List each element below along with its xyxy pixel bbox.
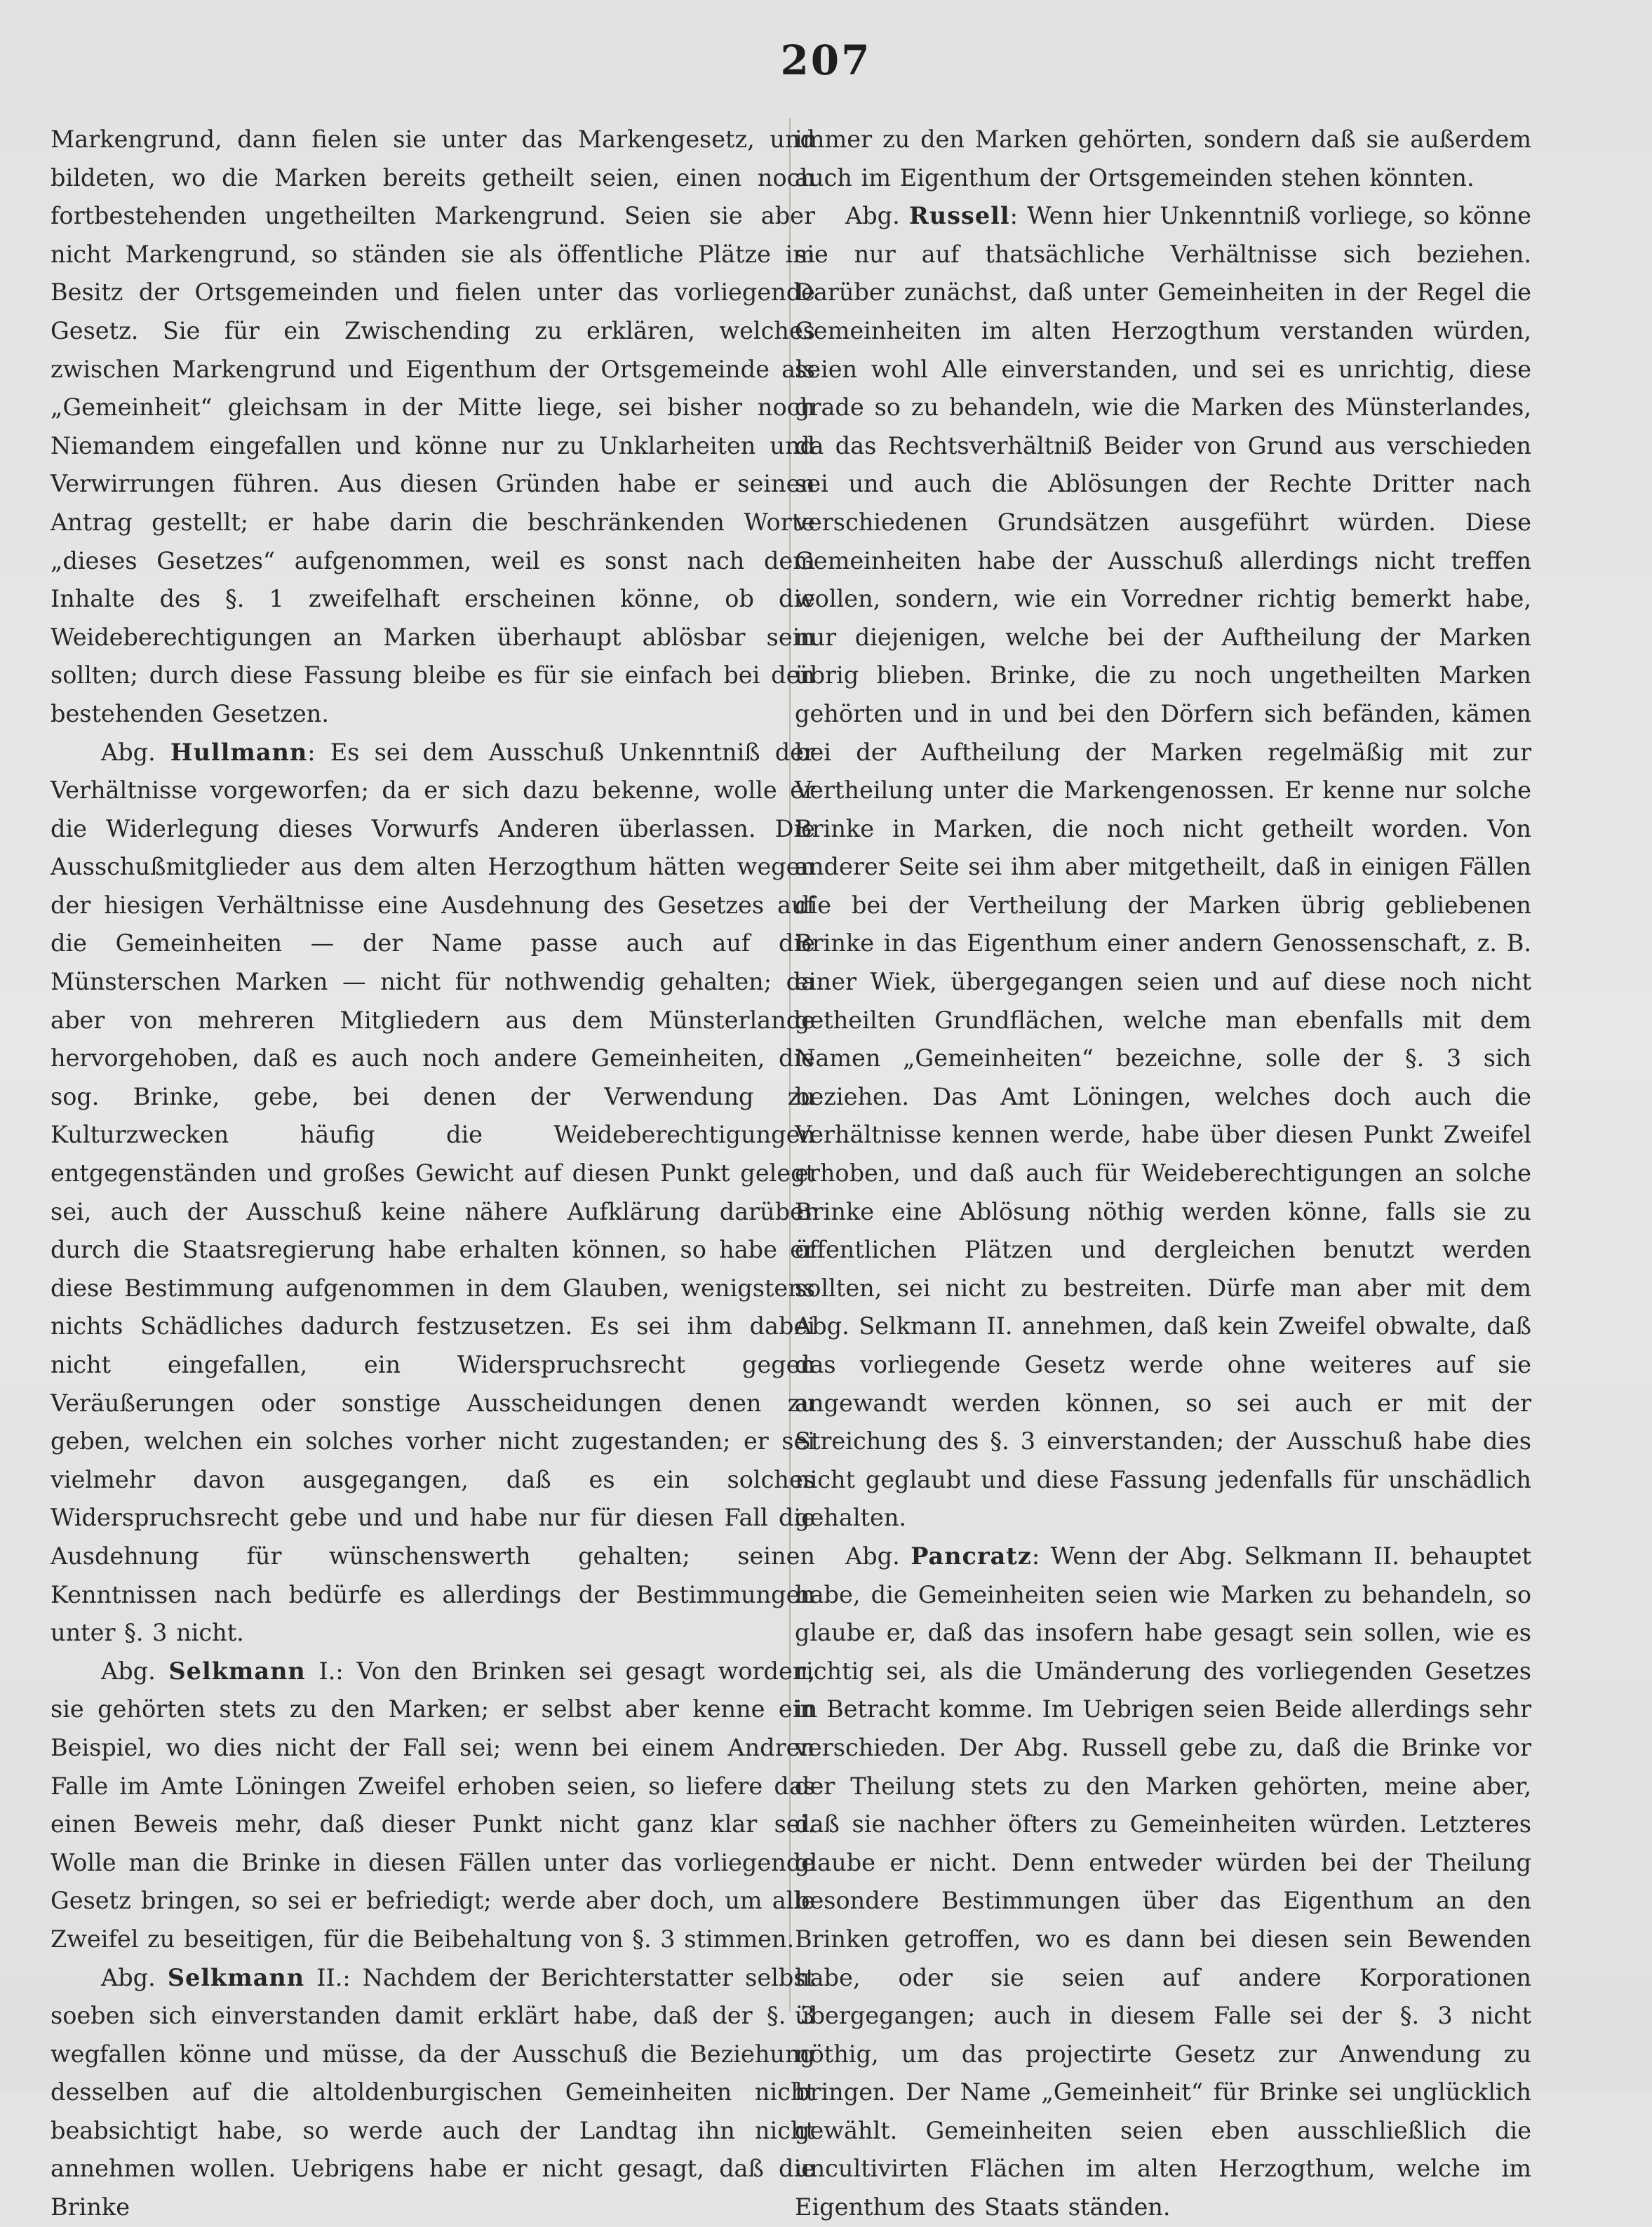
speech-prefix: Abg. xyxy=(845,1542,911,1570)
speech-paragraph xyxy=(51,1959,815,2227)
paragraph xyxy=(795,121,1531,197)
paragraph-text: Wenn hier Unkenntniß vorliege, so könne sie nur auf thatsächliche Verhältnisse sich beziehen. Darüber zunächst, daß unter Gemeinheiten in der Regel die Gemeinheiten im alten Herzogthum verstanden würden, seien wohl Alle einverstanden, und sei es unrichtig, diese grade so zu behandeln, wie die Marken des Münsterlandes, da das Rechtsverhältniß Beider von Grund aus verschieden sei und auch die Ablösungen der Rechte Dritter nach verschiedenen Grundsätzen ausgeführt würden. Diese Gemeinheiten habe der Ausschuß allerdings nicht treffen wollen, sondern, wie ein Vorredner richtig bemerkt habe, nur diejenigen, welche bei der Auftheilung der Marken übrig blieben. Brinke, die zu noch ungetheilten Marken gehörten und in und bei den Dörfern sich befänden, kämen bei der Auftheilung der Marken regelmäßig mit zur Vertheilung unter die Markengenossen. Er kenne nur solche Brinke in Marken, die noch nicht getheilt worden. Von anderer Seite sei ihm aber mitgetheilt, daß in einigen Fällen die bei der Vertheilung der Marken übrig gebliebenen Brinke in das Eigenthum einer andern Genossenschaft, z. B. einer Wiek, übergegangen seien und auf diese noch nicht getheilten Grundflächen, welche man ebenfalls mit dem Namen „Gemeinheiten“ bezeichne, solle der §. 3 sich beziehen. Das Amt Löningen, welches doch auch die Verhältnisse kennen werde, habe über diesen Punkt Zweifel erhoben, und daß auch für Weideberechtigungen an solche Brinke eine Ablösung nöthig werden könne, falls sie zu öffentlichen Plätzen und dergleichen benutzt werden sollten, sei nicht zu bestreiten. Dürfe man aber mit dem Abg. Selkmann II. annehmen, daß kein Zweifel obwalte, daß das vorliegende Gesetz werde ohne weiteres auf sie angewandt werden können, so sei auch er mit der Streichung des §. 3 einverstanden; der Ausschuß habe dies nicht geglaubt und diese Fassung jedenfalls für unschädlich gehalten. xyxy=(795,202,1531,1532)
speaker-name: Hullmann xyxy=(170,738,308,766)
speech-paragraph xyxy=(795,197,1531,1538)
paragraph-text: immer zu den Marken gehörten, sondern daß sie außerdem auch im Eigenthum der Ortsgemeinden stehen könnten. xyxy=(795,126,1531,191)
speaker-suffix: : xyxy=(307,738,330,766)
speech-prefix: Abg. xyxy=(101,1963,168,1991)
paragraph-text: Markengrund, dann fielen sie unter das Markengesetz, und bildeten, wo die Marken bereits getheilt seien, einen noch fortbestehenden ungetheilten Markengrund. Seien sie aber nicht Markengrund, so ständen sie als öffentliche Plätze im Besitz der Ortsgemeinden und fielen unter das vorliegende Gesetz. Sie für ein Zwischending zu erklären, welches zwischen Markengrund und Eigenthum der Ortsgemeinde als „Gemeinheit“ gleichsam in der Mitte liege, sei bisher noch Niemandem eingefallen und könne nur zu Unklarheiten und Verwirrungen führen. Aus diesen Gründen habe er seinen Antrag gestellt; er habe darin die beschränkenden Worte „dieses Gesetzes“ aufgenommen, weil es sonst nach dem Inhalte des §. 1 zweifelhaft erscheinen könne, ob die Weideberechtigungen an Marken überhaupt ablösbar sein sollten; durch diese Fassung bleibe es für sie einfach bei den bestehenden Gesetzen. xyxy=(51,126,815,727)
speech-prefix: Abg. xyxy=(845,202,909,230)
right-column xyxy=(795,121,1531,2227)
speaker-name: Russell xyxy=(908,202,1010,230)
paragraph-text: Nachdem der Berichterstatter selbst soeben sich einverstanden damit erklärt habe, daß der §. 3 wegfallen könne und müsse, da der Ausschuß die Beziehung desselben auf die altoldenburgischen Gemeinheiten nicht beabsichtigt habe, so werde auch der Landtag ihn nicht annehmen wollen. Uebrigens habe er nicht gesagt, daß die Brinke xyxy=(51,1963,815,2221)
speech-prefix: Abg. xyxy=(101,1657,169,1685)
speech-paragraph xyxy=(51,734,815,1653)
paragraph xyxy=(51,121,815,734)
paragraph-text: Es sei dem Ausschuß Unkenntniß der Verhältnisse vorgeworfen; da er sich dazu bekenne, wolle er die Widerlegung dieses Vorwurfs Anderen überlassen. Die Ausschußmitglieder aus dem alten Herzogthum hätten wegen der hiesigen Verhältnisse eine Ausdehnung des Gesetzes auf die Gemeinheiten — der Name passe auch auf die Münsterschen Marken — nicht für nothwendig gehalten; da aber von mehreren Mitgliedern aus dem Münsterlande hervorgehoben, daß es auch noch andere Gemeinheiten, die sog. Brinke, gebe, bei denen der Verwendung zu Kulturzwecken häufig die Weideberechtigungen entgegenständen und großes Gewicht auf diesen Punkt gelegt sei, auch der Ausschuß keine nähere Aufklärung darüber durch die Staatsregierung habe erhalten können, so habe er diese Bestimmung aufgenommen in dem Glauben, wenigstens nichts Schädliches dadurch festzusetzen. Es sei ihm dabei nicht eingefallen, ein Widerspruchsrecht gegen Veräußerungen oder sonstige Ausscheidungen denen zu geben, welchen ein solches vorher nicht zugestanden; er sei vielmehr davon ausgegangen, daß es ein solches Widerspruchsrecht gebe und und habe nur für diesen Fall die Ausdehnung für wünschenswerth gehalten; seinen Kenntnissen nach bedürfe es allerdings der Bestimmungen unter §. 3 nicht. xyxy=(51,738,816,1647)
speaker-suffix: I.: xyxy=(305,1657,357,1685)
left-column xyxy=(51,121,815,2227)
speaker-suffix: II.: xyxy=(304,1963,363,1991)
speaker-suffix: : xyxy=(1031,1542,1051,1570)
speaker-name: Pancratz xyxy=(911,1542,1032,1570)
paragraph-text: Wenn der Abg. Selkmann II. behauptet habe, die Gemeinheiten seien wie Marken zu behandeln, so glaube er, daß das insofern habe gesagt sein sollen, wie es richtig sei, als die Umänderung des vorliegenden Gesetzes in Betracht komme. Im Uebrigen seien Beide allerdings sehr verschieden. Der Abg. Russell gebe zu, daß die Brinke vor der Theilung stets zu den Marken gehörten, meine aber, daß sie nachher öfters zu Gemeinheiten würden. Letzteres glaube er nicht. Denn entweder würden bei der Theilung besondere Bestimmungen über das Eigenthum an den Brinken getroffen, wo es dann bei diesen sein Bewenden habe, oder sie seien auf andere Korporationen übergegangen; auch in diesem Falle sei der §. 3 nicht nöthig, um das projectirte Gesetz zur Anwendung zu bringen. Der Name „Gemeinheit“ für Brinke sei unglücklich gewählt. Gemeinheiten seien eben ausschließlich die uncultivirten Flächen im alten Herzogthum, welche im Eigenthum des Staats ständen. xyxy=(795,1542,1531,2221)
speech-paragraph xyxy=(51,1653,815,1959)
speech-prefix: Abg. xyxy=(101,738,170,766)
speaker-name: Selkmann xyxy=(168,1657,306,1685)
speech-paragraph xyxy=(795,1538,1531,2227)
paragraph-text: Von den Brinken sei gesagt worden, sie gehörten stets zu den Marken; er selbst aber kenne ein Beispiel, wo dies nicht der Fall sei; wenn bei einem Andren Falle im Amte Löningen Zweifel erhoben seien, so liefere das einen Beweis mehr, daß dieser Punkt nicht ganz klar sei. Wolle man die Brinke in diesen Fällen unter das vorliegende Gesetz bringen, so sei er befriedigt; werde aber doch, um alle Zweifel zu beseitigen, für die Beibehaltung von §. 3 stimmen. xyxy=(51,1657,815,1953)
speaker-suffix: : xyxy=(1009,202,1028,230)
page-number: 207 xyxy=(780,36,872,84)
speaker-name: Selkmann xyxy=(167,1963,305,1991)
